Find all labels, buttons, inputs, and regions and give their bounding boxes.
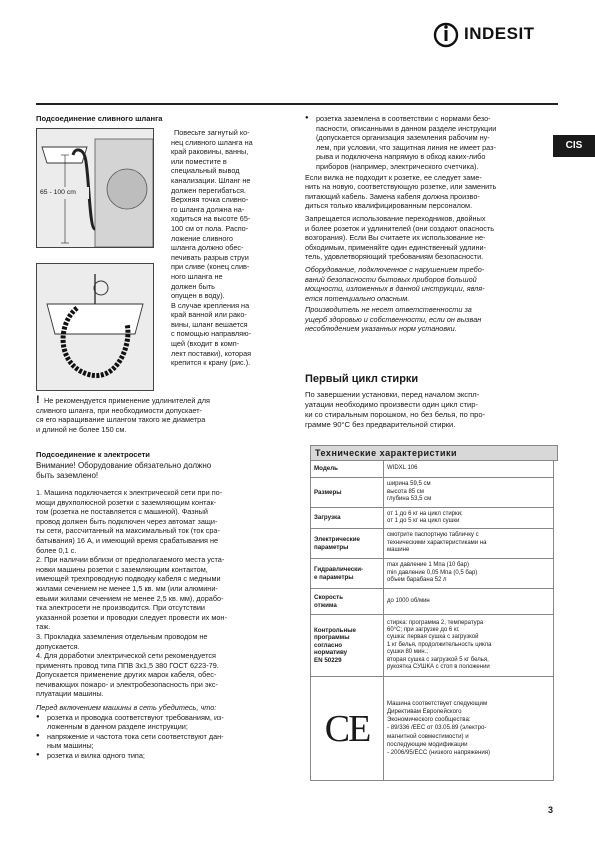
line: ложение сливного	[171, 233, 233, 243]
line: и длиной не более 150 см.	[36, 424, 127, 434]
line: лем, при условии, что защитная линия не имеет раз-	[316, 142, 496, 152]
table-row	[311, 461, 554, 478]
line: обходимым, применяйте один единственный удлини-	[305, 242, 487, 252]
line: рыва и подключена напрямую в обход каких-либо	[316, 152, 486, 162]
warning-icon: !	[36, 394, 40, 406]
line: ущерб здоровью и собственности, если он вызван	[305, 314, 482, 324]
line: должен перегибаться.	[171, 185, 246, 195]
language-tab: CIS	[553, 135, 595, 157]
height-label: 65 - 100 cm	[40, 189, 76, 196]
line: уатации необходимо произвести один цикл стир-	[305, 400, 478, 409]
line: ● розетка и проводка соответствуют требованиям, из-	[47, 712, 224, 722]
line: Не рекомендуется применение удлинителей для	[44, 396, 210, 405]
line: Оборудование, подключенное с нарушением требо-	[305, 264, 485, 274]
line: Запрещается использование переходников, двойных	[305, 213, 486, 223]
line: ваний безопасности бытовых приборов большой	[305, 274, 477, 284]
line: щей (входит в комп-	[171, 339, 240, 349]
line: таж.	[36, 622, 51, 632]
line: сливного шланга, при необходимости допускает-	[36, 405, 202, 415]
line: применять провод типа ППВ 3х1,5 380 ГОСТ 6223-79.	[36, 660, 219, 670]
line: ется потенциально опасным.	[305, 293, 410, 303]
warning-text	[36, 396, 284, 434]
line: и более розеток и удлинителей (они создают опасность	[305, 223, 495, 233]
line: том (розетка не поставляется с машиной). Фазный	[36, 507, 208, 517]
electric-attention	[36, 461, 286, 481]
para-liability	[305, 305, 553, 334]
line: го шланга должна на-	[171, 204, 245, 214]
spec-value: Машина соответствует следующим Директивам Европейского Экономического сообщества: - 89/336 /EEC от 03.05.89 (электро- магнитной совместимости) и последующие модификации - 2006/95/ЕСС (низкого напряжения)	[384, 677, 554, 781]
line: ● розетка заземлена в соответствии с нормами безо-	[316, 114, 491, 123]
line: 2. При наличии вблизи от предполагаемого места уста-	[36, 555, 225, 565]
right-text	[305, 114, 553, 334]
line: имеющей трехпроводную подводку кабеля с медными	[36, 574, 221, 584]
line: канализации. Шланг не	[171, 175, 251, 185]
line: возгорания). Если Вы считаете их использование не-	[305, 233, 486, 243]
line: нец сливного шланга на	[171, 137, 253, 147]
line: более 0,1 с.	[36, 545, 77, 555]
para-plug	[305, 173, 553, 211]
line: ● напряжение и частота тока сети соответствуют дан-	[47, 731, 224, 741]
line: (допускается организация заземления рабочим ну-	[316, 133, 490, 143]
spec-label: Скорость отжима	[311, 589, 384, 615]
line: 3. Прокладка заземления отдельным проводом не	[36, 631, 208, 641]
line: ходиться на высоте 65-	[171, 214, 251, 224]
line: 1. Машина подключается к электрической сети при по-	[36, 488, 223, 497]
line: при сливе (конец слив-	[171, 262, 250, 272]
line: ● розетка и вилка одного типа;	[47, 751, 145, 761]
electric-title: Подсоединение к электросети	[36, 450, 150, 459]
line: ки со стиральным порошком, но без белья, по про-	[305, 410, 486, 419]
line: грамме 90°С без предварительной стирки.	[305, 420, 456, 429]
list-item	[36, 751, 286, 761]
line: приборов (например, электрического счетчика).	[316, 161, 479, 171]
ce-mark-cell	[311, 677, 384, 781]
line: край раковины, ванны,	[171, 147, 249, 157]
line: ным машины;	[47, 741, 94, 751]
line: В случае крепления на	[171, 300, 250, 310]
first-cycle-title: Первый цикл стирки	[305, 373, 419, 385]
line: Допускается применение других марок кабеля, обес-	[36, 670, 217, 680]
first-cycle-text	[305, 390, 553, 430]
spec-value: от 1 до 6 кг на цикл стирки; от 1 до 5 кг на цикл сушки	[384, 508, 554, 529]
spec-label: Контрольные программы согласно нормативу EN 50229	[311, 615, 384, 677]
check-list	[36, 713, 286, 761]
line: жилами сечением не менее 1,5 кв. мм (или алюмини-	[36, 583, 218, 593]
list-item	[36, 713, 286, 732]
line: ся его наращивание шлангом такого же диаметра	[36, 415, 206, 425]
line: питающий кабель. Замена кабеля должна произво-	[305, 191, 480, 201]
line: допускается.	[36, 641, 80, 651]
line: 100 см от пола. Распо-	[171, 223, 249, 233]
table-row	[311, 589, 554, 615]
line: указанной розетки и проводки следует провести их мон-	[36, 612, 227, 622]
line: шланга должно обес-	[171, 243, 244, 253]
line: или поместите в	[171, 156, 227, 166]
bath-illustration	[37, 264, 153, 390]
line: лект поставки), которая	[171, 348, 252, 358]
drain-figure-bath	[36, 263, 154, 391]
spec-label: Размеры	[311, 478, 384, 508]
header-rule	[36, 103, 558, 105]
spec-label: Загрузка	[311, 508, 384, 529]
line: пасности, описанными в данном разделе инструкции	[316, 123, 497, 133]
line: крепится к крану (рис.).	[171, 358, 251, 368]
line: должен быть	[171, 281, 215, 291]
line: тка электросети не производится. При отсутствии	[36, 603, 205, 613]
grounding-bullet	[305, 114, 553, 172]
ce-mark-icon: CE	[324, 707, 370, 750]
spec-value: смотрите паспортную табличку с техническими характеристиками на машине	[384, 529, 554, 559]
line: 4. Для доработки электрической сети рекомендуется	[36, 651, 216, 661]
line: ного шланга не	[171, 271, 223, 281]
line: опущен в воду).	[171, 291, 225, 301]
para-danger	[305, 265, 553, 303]
line: новки машины розетки с заземляющим контактом,	[36, 564, 208, 574]
line: край ванной или рако-	[171, 310, 247, 320]
line: нить на новую, соответствующую розетке, или заменить	[305, 182, 497, 192]
line: печивающих пожаро- и электробезопасность при экс-	[36, 679, 218, 689]
line: вины, шланг вешается	[171, 319, 248, 329]
line: Если вилка не подходит к розетке, ее следует заме-	[305, 172, 482, 182]
table-row	[311, 615, 554, 677]
line: батывания) 16 А, и имеющий время срабатывания не	[36, 535, 219, 545]
electric-text	[36, 488, 286, 761]
table-row	[311, 508, 554, 529]
list-item	[36, 732, 286, 751]
line: печивать разрыв струи	[171, 252, 249, 262]
brand-name: INDESIT	[464, 24, 535, 43]
drain-title: Подсоединение сливного шланга	[36, 114, 163, 123]
spec-value: стирка: программа 2, температура 60°С; при загрузке до 6 кг. сушка: первая сушка с загрузкой 1 кг белья, продолжительность цикла сушки 80 мин.; вторая сушка с загрузкой 5 кг белья, рукоятка СУШКА с стоп в положении	[384, 615, 554, 677]
line: провод должен быть подключен через автомат защи-	[36, 516, 218, 526]
line: быть заземлено!	[36, 471, 99, 480]
check-intro: Перед включением машины в сеть убедитесь, что:	[36, 703, 217, 713]
spec-label: Гидравлически- е параметры	[311, 559, 384, 589]
line: Повесьте загнутый ко-	[174, 128, 250, 137]
spec-label: Модель	[311, 461, 384, 478]
page-number: 3	[548, 805, 554, 815]
line: евыми жилами сечением не менее 2,5 кв. мм), дорабо-	[36, 593, 224, 603]
line: плуатации машины.	[36, 689, 104, 699]
drain-text	[171, 128, 279, 368]
specs-table	[310, 460, 554, 781]
line: с помощью направляю-	[171, 329, 252, 339]
line: специальный вывод	[171, 166, 240, 176]
para-adapters	[305, 214, 553, 262]
list-item	[305, 114, 553, 172]
table-row	[311, 529, 554, 559]
table-row	[311, 559, 554, 589]
line: ты сети, рассчитанный на максимальный ток (ток сра-	[36, 526, 220, 536]
specs-title: Технические характеристики	[310, 445, 558, 461]
line: диться только квалифицированным персоналом.	[305, 201, 473, 211]
spec-value: до 1000 об/мин	[384, 589, 554, 615]
table-row	[311, 478, 554, 508]
spec-value: WIDXL 106	[384, 461, 554, 478]
line: Верхняя точка сливно-	[171, 195, 249, 205]
spec-label: Электрические параметры	[311, 529, 384, 559]
line: мощности, изложенных в данной инструкции, явля-	[305, 284, 485, 294]
line: мощи двухполюсной розетки с заземляющим контак-	[36, 497, 217, 507]
table-row	[311, 677, 554, 781]
specs-table-wrap	[310, 460, 554, 781]
line: По завершении установки, перед началом экспл-	[305, 390, 480, 399]
line: ложенным в данном разделе инструкции;	[47, 722, 188, 732]
line: Внимание! Оборудование обязательно должно	[36, 461, 212, 470]
spec-value: max давление 1 Мпа (10 бар) min давление 0,05 Мпа (0,5 бар) объем барабана 52 л	[384, 559, 554, 589]
spec-value: ширина 59,5 см высота 85 см глубина 53,5 см	[384, 478, 554, 508]
line: Производитель не несет ответственности за	[305, 305, 472, 315]
line: несоблюдением указанных норм установки.	[305, 324, 457, 334]
line: тель, удовлетворяющий требованиям безопасности.	[305, 252, 484, 262]
